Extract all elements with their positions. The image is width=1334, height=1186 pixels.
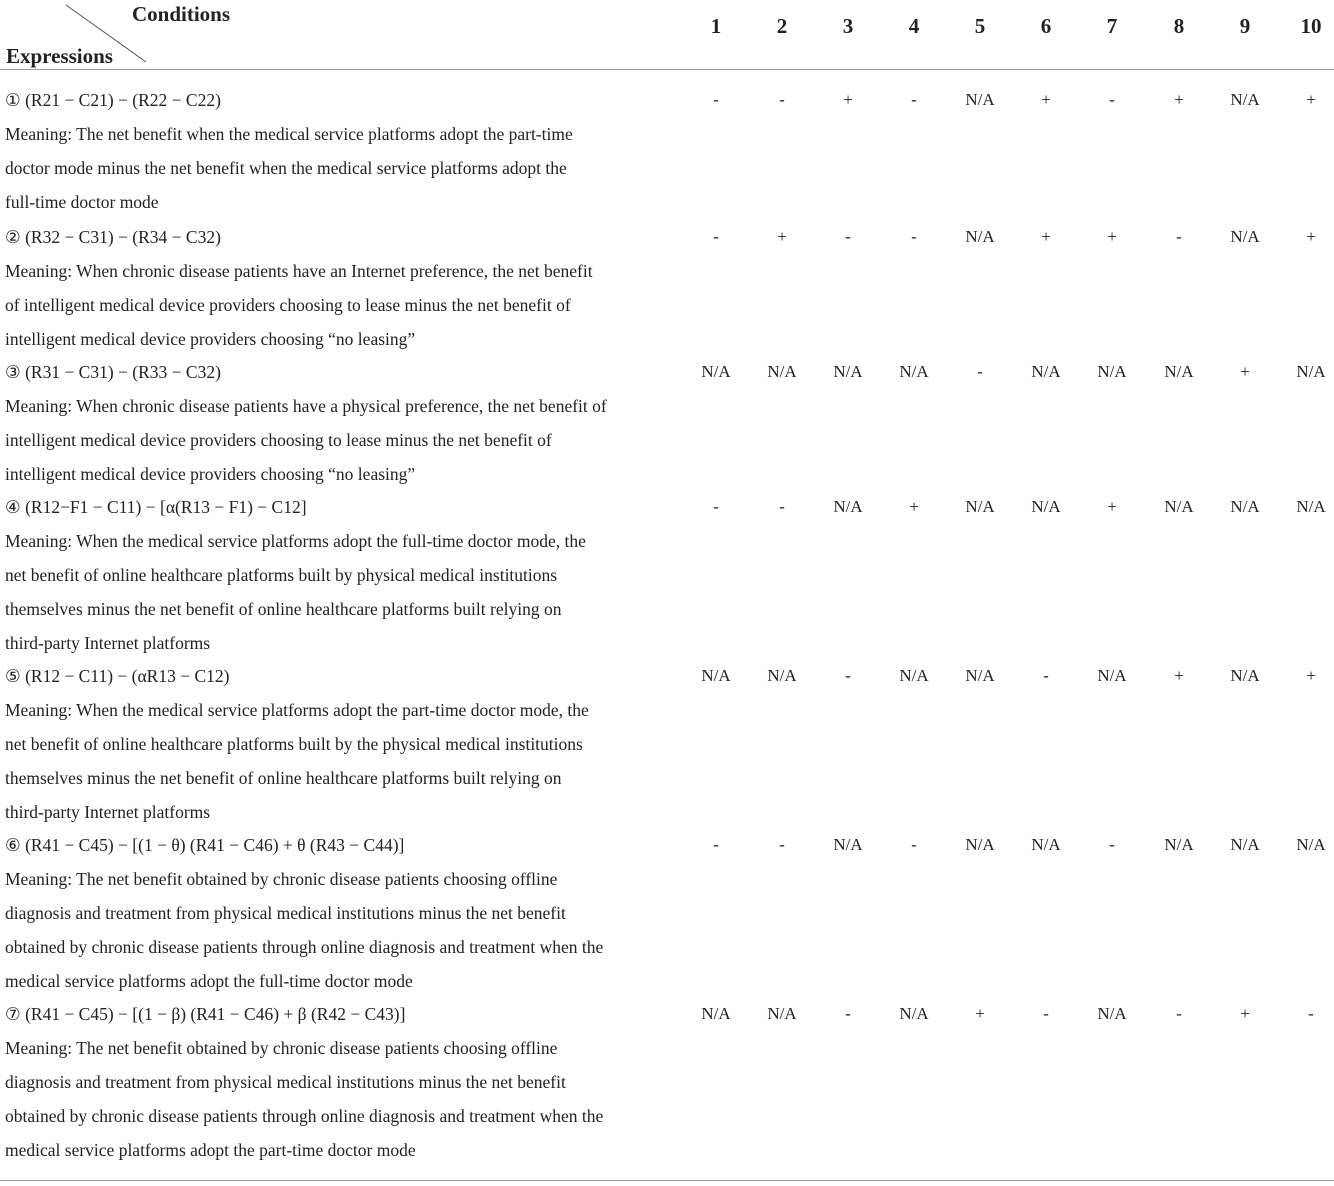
meaning-line: Meaning: When chronic disease patients have an Internet preference, the net benefit — [5, 261, 593, 281]
meaning-line: Meaning: The net benefit obtained by chronic disease patients choosing offline — [5, 1038, 558, 1058]
expression-formula: ④ (R12−F1 − C11) − [α(R13 − F1) − C12] — [5, 497, 307, 517]
condition-cell-5: N/A — [965, 90, 995, 109]
expression-meaning — [5, 693, 685, 829]
column-header-10: 10 — [1300, 14, 1322, 38]
expression-formula: ③ (R31 − C31) − (R33 − C32) — [5, 362, 221, 382]
expression-formula: ⑤ (R12 − C11) − (αR13 − C12) — [5, 666, 230, 686]
condition-cell-7: N/A — [1097, 1004, 1127, 1023]
condition-cell-6: - — [1043, 666, 1049, 685]
condition-cell-7: N/A — [1097, 666, 1127, 685]
condition-cell-10: + — [1306, 90, 1316, 109]
condition-cell-9: N/A — [1230, 497, 1260, 516]
expression-meaning — [5, 254, 685, 356]
condition-cell-5: + — [975, 1004, 985, 1023]
expression-meaning — [5, 524, 685, 660]
condition-cell-5: - — [977, 362, 983, 381]
meaning-line: Meaning: The net benefit when the medical service platforms adopt the part-time — [5, 124, 573, 144]
condition-cell-2: - — [779, 497, 785, 516]
expression-formula: ① (R21 − C21) − (R22 − C22) — [5, 90, 221, 110]
condition-cell-1: - — [713, 835, 719, 854]
column-header-3: 3 — [842, 14, 854, 38]
condition-cell-2: N/A — [767, 1004, 797, 1023]
condition-cell-6: + — [1041, 90, 1051, 109]
meaning-line: doctor mode minus the net benefit when the medical service platforms adopt the — [5, 158, 567, 178]
condition-cell-3: - — [845, 666, 851, 685]
condition-cell-1: N/A — [701, 1004, 731, 1023]
meaning-line: full-time doctor mode — [5, 192, 159, 212]
conditions-header: Conditions — [132, 2, 231, 26]
column-header-2: 2 — [776, 14, 788, 38]
condition-cell-10: + — [1306, 666, 1316, 685]
condition-cell-1: N/A — [701, 666, 731, 685]
condition-cell-4: - — [911, 90, 917, 109]
condition-cell-5: N/A — [965, 227, 995, 246]
expression-meaning — [5, 117, 685, 219]
condition-cell-9: N/A — [1230, 227, 1260, 246]
condition-cell-3: - — [845, 1004, 851, 1023]
meaning-line: obtained by chronic disease patients through online diagnosis and treatment when the — [5, 937, 604, 957]
condition-cell-1: - — [713, 497, 719, 516]
condition-cell-4: N/A — [899, 362, 929, 381]
condition-cell-5: N/A — [965, 497, 995, 516]
condition-cell-9: N/A — [1230, 666, 1260, 685]
condition-cell-8: - — [1176, 227, 1182, 246]
meaning-line: net benefit of online healthcare platforms built by physical medical institutions — [5, 565, 558, 585]
condition-cell-8: N/A — [1164, 497, 1194, 516]
condition-cell-1: - — [713, 90, 719, 109]
condition-cell-6: + — [1041, 227, 1051, 246]
condition-cell-8: + — [1174, 666, 1184, 685]
condition-cell-8: N/A — [1164, 362, 1194, 381]
condition-cell-7: - — [1109, 835, 1115, 854]
condition-cell-3: N/A — [833, 362, 863, 381]
condition-cell-9: N/A — [1230, 835, 1260, 854]
expression-formula: ⑦ (R41 − C45) − [(1 − β) (R41 − C46) + β (R42 − C43)] — [5, 1004, 406, 1024]
condition-cell-2: - — [779, 90, 785, 109]
condition-cell-3: N/A — [833, 835, 863, 854]
column-header-5: 5 — [974, 14, 986, 38]
expression-meaning — [5, 862, 685, 998]
meaning-line: diagnosis and treatment from physical medical institutions minus the net benefit — [5, 903, 566, 923]
condition-cell-3: + — [843, 90, 853, 109]
condition-cell-9: N/A — [1230, 90, 1260, 109]
condition-cell-7: N/A — [1097, 362, 1127, 381]
condition-cell-5: N/A — [965, 666, 995, 685]
condition-cell-2: N/A — [767, 666, 797, 685]
condition-cell-7: + — [1107, 227, 1117, 246]
condition-cell-6: - — [1043, 1004, 1049, 1023]
meaning-line: net benefit of online healthcare platforms built by the physical medical institutions — [5, 734, 583, 754]
column-header-1: 1 — [710, 14, 722, 38]
meaning-line: intelligent medical device providers choosing to lease minus the net benefit of — [5, 430, 552, 450]
meaning-line: Meaning: When the medical service platforms adopt the full-time doctor mode, the — [5, 531, 586, 551]
table-header — [0, 0, 1334, 70]
column-header-7: 7 — [1106, 14, 1118, 38]
meaning-line: intelligent medical device providers choosing “no leasing” — [5, 464, 416, 484]
meaning-line: Meaning: When chronic disease patients have a physical preference, the net benefit of — [5, 396, 607, 416]
condition-cell-4: - — [911, 227, 917, 246]
condition-cell-8: N/A — [1164, 835, 1194, 854]
meaning-line: third-party Internet platforms — [5, 802, 211, 822]
condition-cell-9: + — [1240, 362, 1250, 381]
condition-cell-3: N/A — [833, 497, 863, 516]
condition-cell-6: N/A — [1031, 497, 1061, 516]
condition-cell-2: N/A — [767, 362, 797, 381]
meaning-line: diagnosis and treatment from physical medical institutions minus the net benefit — [5, 1072, 566, 1092]
column-header-6: 6 — [1040, 14, 1052, 38]
meaning-line: intelligent medical device providers choosing “no leasing” — [5, 329, 416, 349]
condition-cell-10: N/A — [1296, 497, 1326, 516]
condition-cell-4: - — [911, 835, 917, 854]
condition-cell-8: - — [1176, 1004, 1182, 1023]
meaning-line: medical service platforms adopt the full-time doctor mode — [5, 971, 413, 991]
meaning-line: third-party Internet platforms — [5, 633, 211, 653]
condition-cell-2: - — [779, 835, 785, 854]
condition-cell-3: - — [845, 227, 851, 246]
column-header-9: 9 — [1239, 14, 1251, 38]
condition-cell-9: + — [1240, 1004, 1250, 1023]
condition-cell-7: + — [1107, 497, 1117, 516]
meaning-line: themselves minus the net benefit of online healthcare platforms built relying on — [5, 768, 562, 788]
meaning-line: Meaning: The net benefit obtained by chronic disease patients choosing offline — [5, 869, 558, 889]
expression-meaning — [5, 389, 685, 491]
meaning-line: themselves minus the net benefit of online healthcare platforms built relying on — [5, 599, 562, 619]
condition-cell-10: + — [1306, 227, 1316, 246]
column-header-8: 8 — [1173, 14, 1185, 38]
meaning-line: medical service platforms adopt the part-time doctor mode — [5, 1140, 416, 1160]
meaning-line: obtained by chronic disease patients through online diagnosis and treatment when the — [5, 1106, 604, 1126]
condition-cell-4: N/A — [899, 1004, 929, 1023]
meaning-line: Meaning: When the medical service platforms adopt the part-time doctor mode, the — [5, 700, 589, 720]
expression-meaning — [5, 1031, 685, 1167]
condition-cell-4: N/A — [899, 666, 929, 685]
condition-cell-4: + — [909, 497, 919, 516]
condition-cell-7: - — [1109, 90, 1115, 109]
expression-formula: ② (R32 − C31) − (R34 − C32) — [5, 227, 221, 247]
condition-cell-8: + — [1174, 90, 1184, 109]
condition-cell-6: N/A — [1031, 835, 1061, 854]
condition-cell-5: N/A — [965, 835, 995, 854]
condition-cell-6: N/A — [1031, 362, 1061, 381]
expression-formula: ⑥ (R41 − C45) − [(1 − θ) (R41 − C46) + θ (R43 − C44)] — [5, 835, 405, 855]
bottom-rule — [0, 1180, 1334, 1181]
condition-cell-10: - — [1308, 1004, 1314, 1023]
expressions-header: Expressions — [6, 44, 113, 68]
condition-cell-10: N/A — [1296, 362, 1326, 381]
condition-cell-1: - — [713, 227, 719, 246]
header-rule — [0, 69, 1334, 70]
condition-cell-10: N/A — [1296, 835, 1326, 854]
condition-cell-2: + — [777, 227, 787, 246]
condition-cell-1: N/A — [701, 362, 731, 381]
meaning-line: of intelligent medical device providers choosing to lease minus the net benefit of — [5, 295, 571, 315]
column-header-4: 4 — [908, 14, 920, 38]
